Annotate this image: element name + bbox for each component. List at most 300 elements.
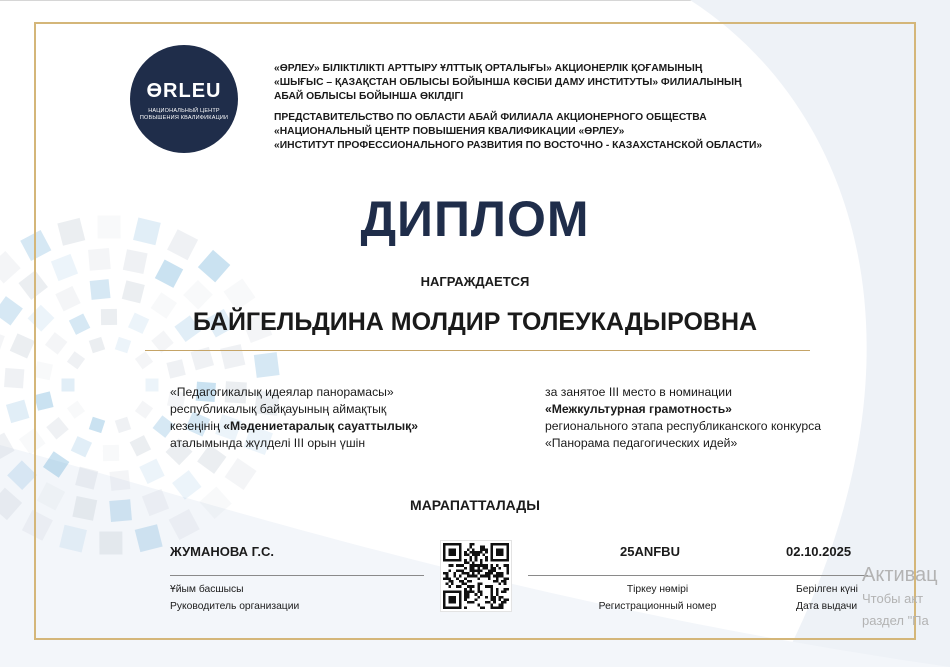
qr-module (504, 577, 507, 580)
registration-number: 25ANFBU (620, 544, 680, 559)
qr-module (504, 601, 507, 604)
qr-module (448, 548, 451, 551)
qr-module (446, 575, 449, 578)
qr-module (454, 598, 457, 601)
qr-module (459, 580, 462, 583)
qr-module (501, 551, 504, 554)
qr-module (504, 559, 507, 562)
qr-module (472, 564, 475, 567)
qr-module (446, 606, 449, 609)
qr-module (467, 585, 470, 588)
qr-module (469, 601, 472, 604)
qr-module (454, 572, 457, 575)
registration-date-line (528, 575, 868, 576)
qr-module (504, 543, 507, 546)
qr-module (469, 575, 472, 578)
qr-module (501, 559, 504, 562)
qr-module (448, 601, 451, 604)
qr-module (446, 591, 449, 594)
qr-module (506, 548, 509, 551)
qr-module (451, 554, 454, 557)
registration-caption-ru: Регистрационный номер (598, 601, 717, 612)
qr-module (496, 543, 499, 546)
qr-module (491, 598, 494, 601)
qr-module (491, 556, 494, 559)
qr-module (469, 546, 472, 549)
qr-module (491, 567, 494, 570)
qr-module (477, 583, 480, 586)
qr-module (491, 604, 494, 607)
qr-module (506, 567, 509, 570)
qr-module (464, 606, 467, 609)
qr-module (498, 598, 501, 601)
signatory-caption-kz: Ұйым басшысы (170, 584, 244, 595)
qr-module (461, 564, 464, 567)
qr-module (451, 601, 454, 604)
qr-module (454, 543, 457, 546)
qr-module (451, 564, 454, 567)
qr-module (498, 575, 501, 578)
qr-module (448, 551, 451, 554)
qr-module (451, 583, 454, 586)
qr-module (493, 559, 496, 562)
qr-module (485, 559, 488, 562)
qr-module (459, 585, 462, 588)
qr-module (475, 593, 478, 596)
qr-module (464, 554, 467, 557)
org-kz-line-2: «ШЫҒЫС – ҚАЗАҚСТАН ОБЛЫСЫ БОЙЫНША КӘСІБИ ДАМУ ИНСТИТУТЫ» ФИЛИАЛЫНЫҢ (274, 77, 742, 88)
qr-module (488, 577, 491, 580)
qr-module (454, 591, 457, 594)
qr-module (504, 598, 507, 601)
award-description-ru (545, 384, 821, 452)
qr-module (456, 569, 459, 572)
qr-module (506, 577, 509, 580)
qr-module (469, 559, 472, 562)
qr-module (485, 601, 488, 604)
qr-module (477, 591, 480, 594)
qr-module (496, 551, 499, 554)
qr-module (498, 559, 501, 562)
qr-module (501, 591, 504, 594)
qr-module (504, 580, 507, 583)
qr-module (454, 596, 457, 599)
qr-module (451, 551, 454, 554)
qr-module (464, 588, 467, 591)
qr-module (459, 596, 462, 599)
mosaic-tile-33 (10, 333, 35, 358)
qr-module (485, 567, 488, 570)
qr-module (448, 580, 451, 583)
qr-module (464, 572, 467, 575)
qr-module (464, 598, 467, 601)
qr-module (443, 554, 446, 557)
qr-module (498, 572, 501, 575)
qr-module (443, 593, 446, 596)
qr-module (464, 593, 467, 596)
qr-module (467, 591, 470, 594)
qr-code[interactable] (440, 540, 512, 612)
qr-module (448, 606, 451, 609)
qr-module (467, 580, 470, 583)
qr-module (461, 583, 464, 586)
qr-module (501, 580, 504, 583)
qr-module (459, 546, 462, 549)
desc-ru-line-2 (545, 401, 821, 418)
qr-module (498, 551, 501, 554)
qr-module (483, 546, 486, 549)
qr-module (459, 564, 462, 567)
qr-module (443, 596, 446, 599)
windows-activation-watermark (862, 562, 938, 632)
qr-module (472, 548, 475, 551)
qr-module (469, 543, 472, 546)
org-ru-line-1: ПРЕДСТАВИТЕЛЬСТВО ПО ОБЛАСТИ АБАЙ ФИЛИАЛА АКЦИОНЕРНОГО ОБЩЕСТВА (274, 112, 707, 123)
qr-module (448, 554, 451, 557)
qr-module (491, 591, 494, 594)
qr-module (491, 593, 494, 596)
qr-module (506, 569, 509, 572)
qr-module (459, 551, 462, 554)
qr-module (448, 559, 451, 562)
qr-module (488, 585, 491, 588)
desc-kz-line-4: аталымында жүлделі III орын үшін (170, 436, 366, 450)
qr-module (480, 591, 483, 594)
qr-module (454, 559, 457, 562)
qr-module (475, 569, 478, 572)
qr-module (443, 556, 446, 559)
issue-date-caption-ru: Дата выдачи (796, 601, 858, 612)
qr-module (501, 601, 504, 604)
mosaic-tile-31 (6, 400, 29, 423)
qr-module (451, 580, 454, 583)
qr-module (480, 606, 483, 609)
qr-module (491, 543, 494, 546)
qr-module (488, 572, 491, 575)
qr-module (506, 598, 509, 601)
qr-module (480, 583, 483, 586)
signature-line (170, 575, 424, 576)
qr-module (459, 593, 462, 596)
watermark-line-2: Чтобы акт (862, 591, 924, 606)
qr-module (501, 572, 504, 575)
desc-ru-line-3: регионального этапа республиканского конкурса (545, 419, 822, 433)
qr-module (464, 551, 467, 554)
nomination-ru: «Межкультурная грамотность» (545, 402, 732, 416)
qr-module (493, 569, 496, 572)
awarded-label: НАГРАЖДАЕТСЯ (420, 274, 530, 289)
qr-module (491, 606, 494, 609)
qr-module (472, 551, 475, 554)
qr-module (461, 569, 464, 572)
qr-module (472, 561, 475, 564)
logo-brand-text: ӨRLEU (146, 80, 222, 102)
qr-module (477, 604, 480, 607)
org-ru-line-3: «ИНСТИТУТ ПРОФЕССИОНАЛЬНОГО РАЗВИТИЯ ПО ВОСТОЧНО - КАЗАХСТАНСКОЙ ОБЛАСТИ» (274, 140, 763, 151)
qr-module (491, 551, 494, 554)
qr-module (493, 567, 496, 570)
signatory-caption (170, 581, 299, 615)
qr-module (443, 577, 446, 580)
qr-module (506, 554, 509, 557)
qr-module (448, 598, 451, 601)
qr-module (461, 572, 464, 575)
qr-module (480, 546, 483, 549)
qr-module (506, 546, 509, 549)
qr-module (480, 561, 483, 564)
qr-module (461, 580, 464, 583)
qr-module (483, 575, 486, 578)
qr-module (485, 572, 488, 575)
qr-module (480, 593, 483, 596)
qr-module (485, 548, 488, 551)
qr-module (493, 580, 496, 583)
qr-module (472, 543, 475, 546)
qr-module (498, 606, 501, 609)
qr-module (443, 543, 446, 546)
qr-module (501, 596, 504, 599)
qr-module (467, 593, 470, 596)
qr-module (496, 580, 499, 583)
qr-module (443, 591, 446, 594)
qr-module (467, 572, 470, 575)
qr-module (467, 548, 470, 551)
qr-module (496, 606, 499, 609)
qr-module (448, 596, 451, 599)
qr-module (464, 596, 467, 599)
qr-module (493, 598, 496, 601)
qr-module (467, 554, 470, 557)
qr-module (504, 583, 507, 586)
qr-module (506, 588, 509, 591)
qr-module (443, 598, 446, 601)
qr-module (472, 591, 475, 594)
qr-module (498, 604, 501, 607)
qr-module (446, 572, 449, 575)
qr-module (448, 591, 451, 594)
qr-module (496, 572, 499, 575)
qr-module (448, 585, 451, 588)
qr-module (454, 548, 457, 551)
org-kz-line-3: АБАЙ ОБЛЫСЫ БОЙЫНША ӨКІЛДІГІ (274, 91, 464, 102)
qr-module (480, 551, 483, 554)
qr-module (491, 548, 494, 551)
qr-module (469, 556, 472, 559)
diploma-title: ДИПЛОМ (360, 191, 590, 247)
qr-module (443, 604, 446, 607)
qr-module (496, 564, 499, 567)
issue-date: 02.10.2025 (786, 544, 852, 559)
qr-module (506, 559, 509, 562)
qr-module (488, 569, 491, 572)
qr-module (443, 548, 446, 551)
qr-module (496, 575, 499, 578)
qr-module (459, 559, 462, 562)
qr-module (491, 588, 494, 591)
qr-module (477, 585, 480, 588)
qr-module (491, 585, 494, 588)
qr-module (472, 601, 475, 604)
qr-module (464, 583, 467, 586)
signatory-name: ЖУМАНОВА Г.С. (170, 544, 274, 559)
qr-module (464, 561, 467, 564)
qr-module (469, 585, 472, 588)
qr-module (456, 564, 459, 567)
qr-module (496, 588, 499, 591)
qr-module (491, 564, 494, 567)
orleu-logo (130, 45, 238, 153)
qr-module (483, 548, 486, 551)
qr-module (451, 543, 454, 546)
qr-module (477, 572, 480, 575)
desc-kz-line-1: «Педагогикалық идеялар панорамасы» (170, 385, 394, 399)
qr-module (456, 577, 459, 580)
qr-module (477, 551, 480, 554)
qr-module (469, 567, 472, 570)
qr-module (480, 569, 483, 572)
qr-module (475, 554, 478, 557)
qr-module (454, 606, 457, 609)
awarded-by-label: МАРАПАТТАЛАДЫ (410, 497, 540, 513)
qr-module (451, 606, 454, 609)
qr-module (496, 591, 499, 594)
logo-subtitle-line-2: ПОВЫШЕНИЯ КВАЛИФИКАЦИИ (139, 115, 229, 121)
qr-module (501, 606, 504, 609)
qr-module (501, 575, 504, 578)
qr-module (459, 569, 462, 572)
qr-module (464, 567, 467, 570)
qr-module (480, 564, 483, 567)
qr-module (493, 596, 496, 599)
qr-module (498, 543, 501, 546)
qr-module (469, 569, 472, 572)
qr-module (459, 548, 462, 551)
qr-module (467, 561, 470, 564)
qr-module (477, 577, 480, 580)
qr-module (485, 596, 488, 599)
qr-module (480, 575, 483, 578)
qr-module (469, 564, 472, 567)
qr-module (491, 559, 494, 562)
qr-module (491, 546, 494, 549)
qr-module (451, 559, 454, 562)
logo-subtitle (130, 108, 238, 122)
qr-module (448, 569, 451, 572)
qr-module (488, 601, 491, 604)
qr-module (454, 554, 457, 557)
qr-module (451, 598, 454, 601)
qr-module (443, 606, 446, 609)
qr-module (475, 559, 478, 562)
nomination-kz: «Мәдениетаралық сауаттылық» (223, 419, 418, 433)
qr-module (456, 559, 459, 562)
qr-module (493, 606, 496, 609)
org-ru-line-2: «НАЦИОНАЛЬНЫЙ ЦЕНТР ПОВЫШЕНИЯ КВАЛИФИКАЦИИ «ӨРЛЕУ» (274, 126, 625, 137)
watermark-line-3: раздел "Па (862, 613, 929, 628)
qr-module (485, 575, 488, 578)
qr-module (496, 593, 499, 596)
qr-module (472, 567, 475, 570)
desc-ru-line-4: «Панорама педагогических идей» (545, 436, 738, 450)
qr-module (506, 556, 509, 559)
issue-date-caption-kz: Берілген күні (796, 584, 858, 595)
qr-module (446, 559, 449, 562)
qr-module (469, 580, 472, 583)
qr-module (459, 601, 462, 604)
desc-kz-line-3 (170, 418, 418, 435)
qr-module (488, 575, 491, 578)
qr-module (475, 551, 478, 554)
qr-module (496, 559, 499, 562)
organization-header-kz (274, 62, 742, 104)
qr-module (456, 585, 459, 588)
qr-module (464, 577, 467, 580)
qr-module (448, 543, 451, 546)
award-description-kz (170, 384, 418, 452)
qr-module (446, 543, 449, 546)
qr-module (456, 543, 459, 546)
qr-module (451, 596, 454, 599)
desc-ru-line-1: за занятое III место в номинации (545, 385, 732, 399)
organization-header-ru (274, 111, 762, 153)
qr-module (477, 588, 480, 591)
qr-module (443, 546, 446, 549)
qr-module (467, 601, 470, 604)
qr-module (485, 551, 488, 554)
qr-module (496, 577, 499, 580)
qr-module (469, 551, 472, 554)
qr-module (464, 559, 467, 562)
qr-module (443, 551, 446, 554)
qr-module (485, 556, 488, 559)
qr-module (472, 585, 475, 588)
recipient-name: БАЙГЕЛЬДИНА МОЛДИР ТОЛЕУКАДЫРОВНА (192, 308, 758, 336)
qr-module (464, 591, 467, 594)
qr-module (467, 575, 470, 578)
qr-module (483, 567, 486, 570)
qr-module (475, 575, 478, 578)
qr-module (504, 564, 507, 567)
desc-kz-line-3-text: кезеңінің (170, 419, 224, 433)
qr-module (498, 548, 501, 551)
qr-module (459, 604, 462, 607)
qr-module (451, 591, 454, 594)
qr-module (498, 554, 501, 557)
qr-module (459, 598, 462, 601)
qr-module (443, 601, 446, 604)
qr-module (483, 606, 486, 609)
qr-module (477, 554, 480, 557)
qr-module (498, 583, 501, 586)
qr-module (459, 591, 462, 594)
qr-module (485, 564, 488, 567)
qr-module (477, 564, 480, 567)
qr-module (491, 596, 494, 599)
qr-code-image (443, 543, 509, 609)
recipient-underline (145, 350, 810, 351)
qr-module (485, 585, 488, 588)
qr-module (459, 556, 462, 559)
qr-module (506, 543, 509, 546)
qr-module (475, 564, 478, 567)
qr-module (480, 559, 483, 562)
qr-module (469, 591, 472, 594)
qr-module (483, 554, 486, 557)
qr-module (506, 551, 509, 554)
qr-module (443, 559, 446, 562)
qr-module (501, 554, 504, 557)
qr-module (454, 601, 457, 604)
